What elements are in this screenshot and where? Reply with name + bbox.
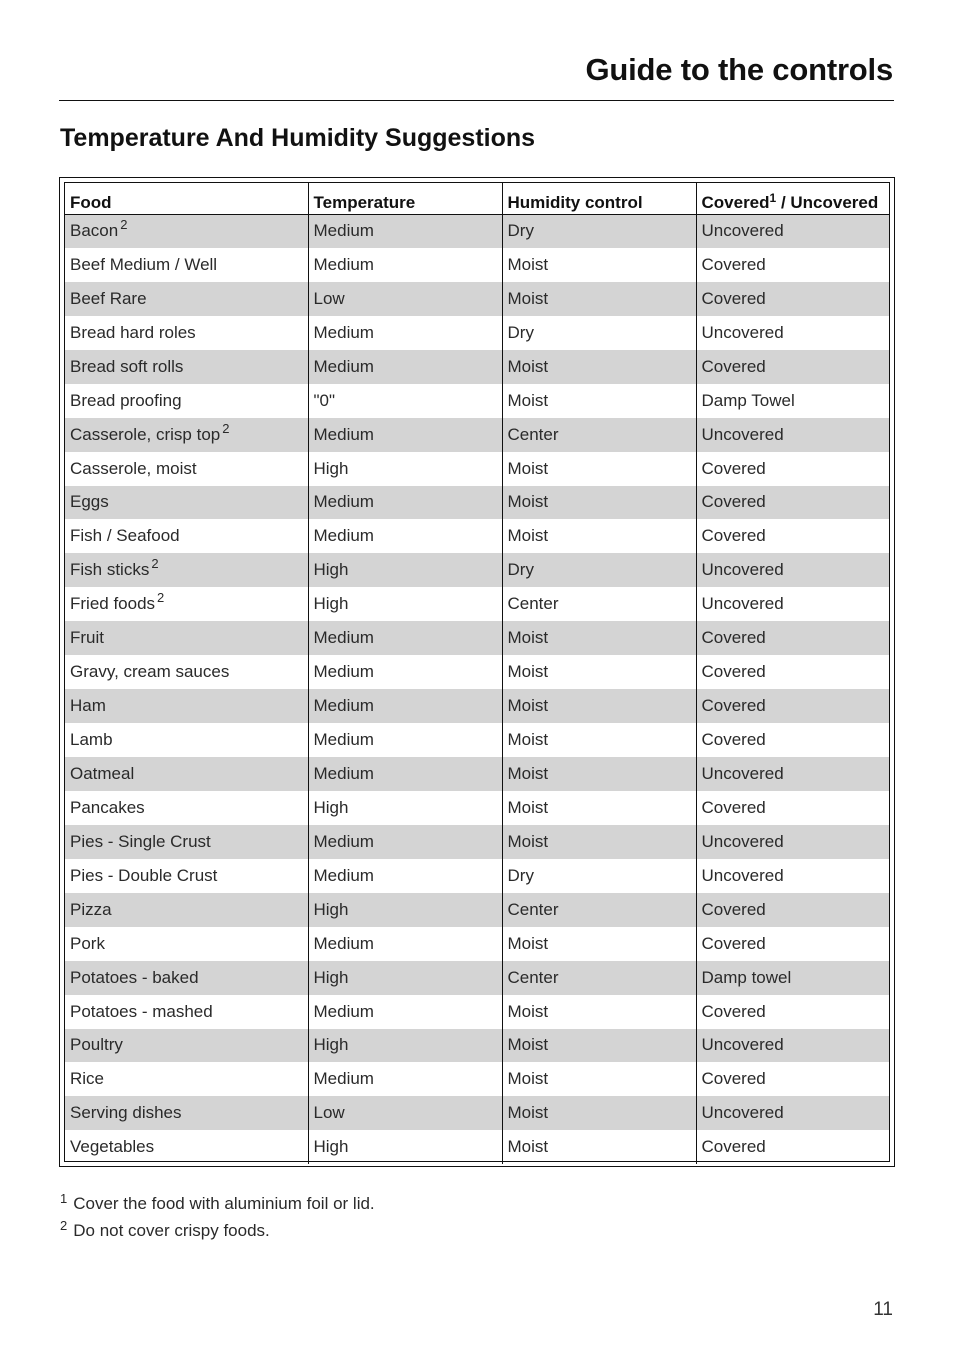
table-row <box>65 791 889 825</box>
temperature-cell-text: High <box>313 560 349 580</box>
food-cell <box>65 452 308 486</box>
table-row <box>65 214 889 248</box>
cover-cell <box>696 452 889 486</box>
food-cell-text: Lamb <box>70 730 113 750</box>
cover-cell <box>696 621 889 655</box>
cover-cell <box>696 553 889 587</box>
temperature-cell <box>308 316 502 350</box>
cover-cell-text: Covered <box>701 933 766 953</box>
temperature-cell <box>308 961 502 995</box>
temperature-cell <box>308 1029 502 1063</box>
cover-cell <box>696 1062 889 1096</box>
table-row <box>65 825 889 859</box>
footnote-1 <box>60 1190 375 1217</box>
food-cell-text: Potatoes - mashed <box>70 1001 213 1021</box>
temperature-cell <box>308 1130 502 1164</box>
food-cell-text: Casserole, moist <box>70 458 197 478</box>
food-cell-text: Pies - Single Crust <box>70 831 211 851</box>
food-cell-text: Bread soft rolls <box>70 356 184 376</box>
table-row <box>65 486 889 520</box>
food-cell <box>65 1096 308 1130</box>
food-cell-text: Gravy, cream sauces <box>70 662 230 682</box>
temperature-cell-text: High <box>313 967 349 987</box>
temperature-cell <box>308 1062 502 1096</box>
humidity-cell <box>502 486 696 520</box>
cover-cell-text: Covered <box>701 288 766 308</box>
humidity-cell-text: Center <box>507 967 559 987</box>
temperature-cell-text: High <box>313 1137 349 1157</box>
cover-cell <box>696 316 889 350</box>
food-cell-text: Ham <box>70 696 106 716</box>
column-header-uncovered: / Uncovered <box>776 192 879 212</box>
humidity-cell <box>502 757 696 791</box>
humidity-cell-text: Moist <box>507 526 549 546</box>
humidity-cell <box>502 995 696 1029</box>
cover-cell-text: Covered <box>701 797 766 817</box>
footnote-mark: 1 <box>60 1191 68 1206</box>
table-row <box>65 757 889 791</box>
temperature-cell <box>308 757 502 791</box>
cover-cell-text: Uncovered <box>701 322 784 342</box>
cover-cell <box>696 859 889 893</box>
cover-cell-text: Uncovered <box>701 594 784 614</box>
header-divider <box>59 100 894 101</box>
table-row <box>65 519 889 553</box>
humidity-cell-text: Center <box>507 424 559 444</box>
table-row <box>65 655 889 689</box>
humidity-cell <box>502 350 696 384</box>
temperature-cell-text: Low <box>313 1103 345 1123</box>
cover-cell <box>696 350 889 384</box>
page-number: 11 <box>873 1299 893 1320</box>
cover-cell <box>696 1029 889 1063</box>
humidity-cell-text: Dry <box>507 322 534 342</box>
column-header-food: Food <box>65 183 308 214</box>
food-cell <box>65 1130 308 1164</box>
humidity-cell-text: Moist <box>507 797 549 817</box>
temperature-cell-text: Medium <box>313 865 374 885</box>
table-row <box>65 350 889 384</box>
food-cell <box>65 418 308 452</box>
cover-cell-text: Damp towel <box>701 967 792 987</box>
column-header-cover <box>696 183 889 214</box>
food-cell <box>65 553 308 587</box>
food-cell-text: Poultry <box>70 1035 123 1055</box>
cover-cell-text: Uncovered <box>701 221 784 241</box>
temperature-cell-text: High <box>313 1035 349 1055</box>
humidity-cell <box>502 1130 696 1164</box>
humidity-cell-text: Moist <box>507 1001 549 1021</box>
temperature-cell-text: Medium <box>313 763 374 783</box>
temperature-cell-text: Medium <box>313 492 374 512</box>
food-cell-text: Pies - Double Crust <box>70 865 218 885</box>
temperature-cell <box>308 1096 502 1130</box>
humidity-cell-text: Moist <box>507 1069 549 1089</box>
table-row <box>65 927 889 961</box>
food-cell-text: Eggs <box>70 492 109 512</box>
temperature-cell-text: Medium <box>313 221 374 241</box>
cover-cell <box>696 893 889 927</box>
cover-cell <box>696 384 889 418</box>
temperature-cell-text: Medium <box>313 322 374 342</box>
temperature-cell <box>308 995 502 1029</box>
humidity-cell <box>502 961 696 995</box>
food-cell-text: Fish / Seafood <box>70 526 180 546</box>
humidity-cell-text: Moist <box>507 1035 549 1055</box>
table-row <box>65 689 889 723</box>
food-cell-text: Oatmeal <box>70 763 135 783</box>
humidity-cell-text: Moist <box>507 831 549 851</box>
cover-cell <box>696 995 889 1029</box>
humidity-cell-text: Moist <box>507 662 549 682</box>
humidity-cell-text: Moist <box>507 1137 549 1157</box>
humidity-cell-text: Moist <box>507 763 549 783</box>
humidity-cell <box>502 282 696 316</box>
cover-cell-text: Covered <box>701 628 766 648</box>
table-row <box>65 282 889 316</box>
food-cell <box>65 757 308 791</box>
temperature-cell <box>308 621 502 655</box>
temperature-cell <box>308 791 502 825</box>
food-cell <box>65 316 308 350</box>
food-cell <box>65 655 308 689</box>
humidity-cell <box>502 621 696 655</box>
cover-cell <box>696 1130 889 1164</box>
food-cell <box>65 1029 308 1063</box>
temperature-cell <box>308 519 502 553</box>
temperature-cell-text: High <box>313 594 349 614</box>
humidity-cell <box>502 248 696 282</box>
humidity-cell-text: Moist <box>507 1103 549 1123</box>
food-cell <box>65 859 308 893</box>
cover-cell <box>696 282 889 316</box>
table-row <box>65 1062 889 1096</box>
food-cell-text: Potatoes - baked <box>70 967 199 987</box>
humidity-cell <box>502 689 696 723</box>
footnote-text: Cover the food with aluminium foil or lid. <box>73 1194 375 1213</box>
table-row <box>65 1096 889 1130</box>
temperature-cell <box>308 452 502 486</box>
suggestions-table-frame <box>59 177 895 1167</box>
food-cell-text: Beef Medium / Well <box>70 254 218 274</box>
cover-cell <box>696 961 889 995</box>
humidity-cell-text: Dry <box>507 560 534 580</box>
cover-cell-text: Covered <box>701 254 766 274</box>
table-body <box>65 214 889 1164</box>
food-cell-text: Casserole, crisp top <box>70 424 221 444</box>
temperature-cell <box>308 418 502 452</box>
cover-cell-text: Covered <box>701 492 766 512</box>
temperature-cell <box>308 723 502 757</box>
cover-cell <box>696 248 889 282</box>
temperature-cell-text: Low <box>313 288 345 308</box>
table-row <box>65 859 889 893</box>
food-cell-text: Pork <box>70 933 105 953</box>
food-cell <box>65 486 308 520</box>
humidity-cell <box>502 1096 696 1130</box>
food-cell-text: Vegetables <box>70 1137 155 1157</box>
food-cell <box>65 927 308 961</box>
cover-cell <box>696 655 889 689</box>
cover-cell-text: Covered <box>701 696 766 716</box>
food-cell-text: Rice <box>70 1069 105 1089</box>
humidity-cell <box>502 553 696 587</box>
humidity-cell <box>502 927 696 961</box>
suggestions-table-inner-frame <box>64 182 890 1162</box>
suggestions-table <box>65 183 889 1164</box>
humidity-cell <box>502 214 696 248</box>
cover-cell-text: Covered <box>701 662 766 682</box>
food-cell-text: Beef Rare <box>70 288 147 308</box>
cover-cell <box>696 825 889 859</box>
humidity-cell <box>502 587 696 621</box>
temperature-cell-text: Medium <box>313 424 374 444</box>
food-cell <box>65 723 308 757</box>
table-row <box>65 1029 889 1063</box>
food-cell-text: Bacon <box>70 221 119 241</box>
cover-cell-text: Uncovered <box>701 1035 784 1055</box>
food-cell-text: Fried foods <box>70 594 156 614</box>
cover-cell-text: Uncovered <box>701 831 784 851</box>
footnote-ref: 2 <box>151 556 159 572</box>
food-cell <box>65 282 308 316</box>
footnote-mark: 2 <box>60 1218 68 1233</box>
humidity-cell-text: Center <box>507 899 559 919</box>
cover-cell-text: Covered <box>701 1069 766 1089</box>
temperature-cell <box>308 655 502 689</box>
humidity-cell-text: Moist <box>507 458 549 478</box>
cover-cell-text: Covered <box>701 730 766 750</box>
food-cell-text: Pizza <box>70 899 112 919</box>
cover-cell <box>696 519 889 553</box>
food-cell <box>65 825 308 859</box>
humidity-cell <box>502 825 696 859</box>
temperature-cell <box>308 384 502 418</box>
cover-cell <box>696 214 889 248</box>
food-cell-text: Pancakes <box>70 797 145 817</box>
food-cell <box>65 689 308 723</box>
table-row <box>65 452 889 486</box>
temperature-cell <box>308 214 502 248</box>
table-row <box>65 587 889 621</box>
food-cell <box>65 587 308 621</box>
temperature-cell-text: Medium <box>313 831 374 851</box>
humidity-cell-text: Moist <box>507 356 549 376</box>
temperature-cell-text: High <box>313 899 349 919</box>
temperature-cell-text: Medium <box>313 933 374 953</box>
humidity-cell <box>502 519 696 553</box>
food-cell <box>65 621 308 655</box>
food-cell <box>65 995 308 1029</box>
cover-cell-text: Damp Towel <box>701 390 795 410</box>
cover-cell-text: Covered <box>701 526 766 546</box>
temperature-cell-text: Medium <box>313 1069 374 1089</box>
table-row <box>65 893 889 927</box>
food-cell <box>65 519 308 553</box>
footnotes <box>60 1190 375 1244</box>
column-header-covered: Covered <box>701 192 770 212</box>
cover-cell-text: Covered <box>701 458 766 478</box>
humidity-cell <box>502 723 696 757</box>
food-cell <box>65 893 308 927</box>
footnote-ref: 2 <box>222 420 230 436</box>
food-cell-text: Fish sticks <box>70 560 150 580</box>
cover-cell <box>696 486 889 520</box>
footnote-ref-1: 1 <box>769 190 777 205</box>
humidity-cell <box>502 893 696 927</box>
temperature-cell-text: Medium <box>313 526 374 546</box>
cover-cell <box>696 927 889 961</box>
food-cell <box>65 350 308 384</box>
table-row <box>65 621 889 655</box>
food-cell <box>65 384 308 418</box>
humidity-cell <box>502 452 696 486</box>
food-cell-text: Serving dishes <box>70 1103 182 1123</box>
table-header-row <box>65 183 889 214</box>
cover-cell-text: Covered <box>701 1001 766 1021</box>
temperature-cell <box>308 248 502 282</box>
page-header-title: Guide to the controls <box>585 52 893 87</box>
section-title: Temperature And Humidity Suggestions <box>60 124 536 152</box>
cover-cell-text: Uncovered <box>701 763 784 783</box>
humidity-cell-text: Center <box>507 594 559 614</box>
humidity-cell-text: Moist <box>507 390 549 410</box>
temperature-cell-text: Medium <box>313 628 374 648</box>
cover-cell <box>696 723 889 757</box>
cover-cell-text: Uncovered <box>701 865 784 885</box>
temperature-cell <box>308 893 502 927</box>
cover-cell <box>696 791 889 825</box>
cover-cell <box>696 757 889 791</box>
temperature-cell-text: Medium <box>313 730 374 750</box>
temperature-cell-text: Medium <box>313 662 374 682</box>
food-cell-text: Bread proofing <box>70 390 182 410</box>
food-cell <box>65 961 308 995</box>
cover-cell-text: Uncovered <box>701 424 784 444</box>
table-row <box>65 316 889 350</box>
column-header-temperature: Temperature <box>308 183 502 214</box>
food-cell-text: Bread hard roles <box>70 322 196 342</box>
cover-cell <box>696 418 889 452</box>
temperature-cell <box>308 587 502 621</box>
temperature-cell <box>308 927 502 961</box>
cover-cell <box>696 587 889 621</box>
column-header-humidity: Humidity control <box>502 183 696 214</box>
table-row <box>65 553 889 587</box>
temperature-cell-text: Medium <box>313 1001 374 1021</box>
cover-cell <box>696 689 889 723</box>
food-cell <box>65 248 308 282</box>
temperature-cell <box>308 350 502 384</box>
cover-cell-text: Uncovered <box>701 560 784 580</box>
humidity-cell <box>502 316 696 350</box>
temperature-cell <box>308 553 502 587</box>
table-row <box>65 995 889 1029</box>
humidity-cell-text: Dry <box>507 865 534 885</box>
table-row <box>65 723 889 757</box>
humidity-cell <box>502 418 696 452</box>
humidity-cell-text: Moist <box>507 288 549 308</box>
temperature-cell <box>308 859 502 893</box>
temperature-cell <box>308 689 502 723</box>
food-cell <box>65 214 308 248</box>
temperature-cell <box>308 486 502 520</box>
footnote-ref: 2 <box>120 217 128 233</box>
table-row <box>65 1130 889 1164</box>
temperature-cell-text: Medium <box>313 254 374 274</box>
temperature-cell-text: Medium <box>313 696 374 716</box>
humidity-cell-text: Moist <box>507 933 549 953</box>
humidity-cell-text: Moist <box>507 730 549 750</box>
footnote-text: Do not cover crispy foods. <box>73 1221 270 1240</box>
humidity-cell <box>502 859 696 893</box>
humidity-cell-text: Moist <box>507 492 549 512</box>
humidity-cell-text: Moist <box>507 254 549 274</box>
humidity-cell <box>502 655 696 689</box>
humidity-cell-text: Moist <box>507 696 549 716</box>
temperature-cell-text: Medium <box>313 356 374 376</box>
food-cell <box>65 1062 308 1096</box>
table-row <box>65 418 889 452</box>
table-row <box>65 384 889 418</box>
table-row <box>65 961 889 995</box>
footnote-ref: 2 <box>157 590 165 606</box>
temperature-cell-text: "0" <box>313 390 336 410</box>
cover-cell <box>696 1096 889 1130</box>
cover-cell-text: Covered <box>701 899 766 919</box>
humidity-cell <box>502 791 696 825</box>
cover-cell-text: Covered <box>701 356 766 376</box>
cover-cell-text: Covered <box>701 1137 766 1157</box>
food-cell <box>65 791 308 825</box>
cover-cell-text: Uncovered <box>701 1103 784 1123</box>
temperature-cell <box>308 282 502 316</box>
humidity-cell-text: Moist <box>507 628 549 648</box>
temperature-cell-text: High <box>313 797 349 817</box>
humidity-cell <box>502 1062 696 1096</box>
humidity-cell <box>502 384 696 418</box>
humidity-cell-text: Dry <box>507 221 534 241</box>
table-row <box>65 248 889 282</box>
food-cell-text: Fruit <box>70 628 104 648</box>
temperature-cell-text: High <box>313 458 349 478</box>
footnote-2 <box>60 1217 375 1244</box>
temperature-cell <box>308 825 502 859</box>
humidity-cell <box>502 1029 696 1063</box>
